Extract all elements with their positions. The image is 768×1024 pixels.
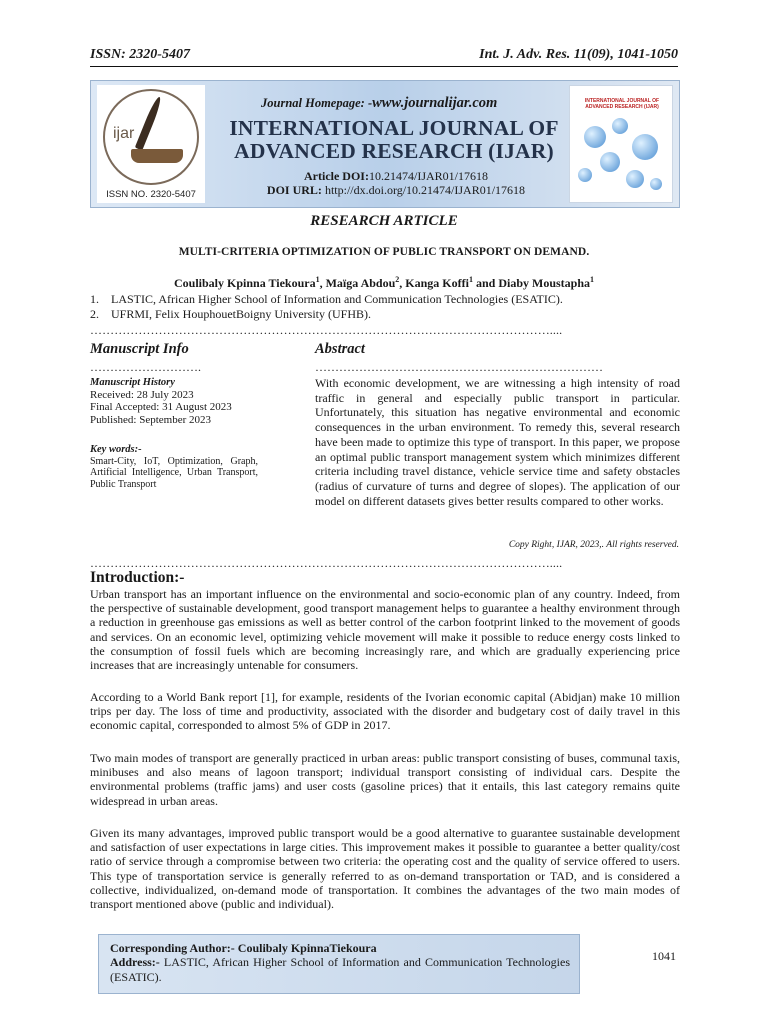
affiliation-number: 2. [90, 307, 99, 321]
manuscript-history [90, 377, 300, 426]
doi-url-label: DOI URL: [266, 183, 322, 197]
dotted-separator: ……………………………………………………………… [315, 360, 603, 374]
homepage-link[interactable]: www.journalijar.com [372, 95, 498, 111]
doi-label: Article DOI: [304, 169, 369, 183]
page-number: 1041 [652, 949, 676, 963]
dotted-separator: …………………………………………………………………………………………………….... [90, 323, 563, 337]
author-name: Coulibaly Kpinna Tiekoura [173, 276, 316, 290]
book-icon [131, 149, 183, 163]
affiliation-text: UFRMI, Felix HouphouetBoigny University (UFHB). [111, 307, 372, 321]
manuscript-info-heading: Manuscript Info [90, 341, 189, 357]
article-type: RESEARCH ARTICLE [310, 213, 458, 229]
body-paragraph: Urban transport has an important influence on the environmental and socio-economic plan of any country. Indeed, from the perspective of sustainable development, good transport management helps to guarantee a healthy environment through a reduction in greenhouse gas emissions as well as better control of the carbon footprint linked to the movement of goods and services. On an economic level, optimizing vehicle movement will make it possible to reduce energy costs linked to the consumption of fossil fuels which are becoming increasingly rare, and which are gradually experiencing price increases that are increasingly untenable for consumers. [90, 587, 680, 673]
running-header [90, 47, 678, 67]
body-paragraph: According to a World Bank report [1], for example, residents of the Ivorian economic capital (Abidjan) make 10 million trips per day. The loss of time and productivity, associated with the disorder and budgetary cost of daily travel in this economic capital, corresponded to almost 5% of GDP in 2017. [90, 690, 680, 733]
author-list [0, 275, 768, 291]
molecule-icon [626, 170, 644, 188]
homepage-label: Journal Homepage: - [261, 96, 373, 110]
published-date: Published: September 2023 [90, 413, 211, 426]
author-name: Maïga Abdou [325, 276, 396, 290]
received-date: Received: 28 July 2023 [90, 389, 194, 402]
keywords-label: Key words:- [90, 444, 142, 455]
author-affiliation-mark: 1 [590, 275, 594, 284]
body-paragraph: Given its many advantages, improved public transport would be a good alternative to guarantee sustainable development and satisfaction of user expectations in large cities. This improvement makes it possible to guarantee a better quality/cost ratio of service through a compromise between two criteria: the operating cost and the quality of service offered to users. This type of transportation service is generally referred to as on-demand transportation or TAD, and is considered a collective, individualized, on-demand mode of transportation. It combines the advantages of the two main modes of transport mentioned above (public and individual). [90, 826, 680, 912]
doi-block [231, 169, 561, 197]
affiliation-item [90, 307, 371, 322]
dotted-separator: ………………………. [90, 360, 201, 374]
molecule-icon [578, 168, 592, 182]
dotted-separator: …………………………………………………………………………………………………….... [90, 556, 563, 570]
paper-title: MULTI-CRITERIA OPTIMIZATION OF PUBLIC TRANSPORT ON DEMAND. [178, 246, 590, 258]
doi-value: 10.21474/IJAR01/17618 [368, 169, 488, 183]
corresponding-author-box [98, 934, 580, 994]
logo-text: ijar [113, 125, 135, 142]
history-label: Manuscript History [90, 377, 175, 388]
logo-issn: ISSN NO. 2320-5407 [106, 189, 196, 200]
author-affiliation-mark: 2 [395, 275, 400, 284]
author-name: Diaby Moustapha [498, 276, 590, 290]
author-separator: , [319, 276, 326, 290]
copyright-notice: Copy Right, IJAR, 2023,. All rights reserved. [508, 540, 679, 550]
journal-title-line2: ADVANCED RESEARCH (IJAR) [234, 139, 554, 163]
molecule-icon [584, 126, 606, 148]
abstract-heading: Abstract [315, 341, 365, 357]
molecule-icon [612, 118, 628, 134]
citation-label: Int. J. Adv. Res. 11(09), 1041-1050 [479, 47, 678, 62]
affiliation-text: LASTIC, African Higher School of Information and Communication Technologies (ESATIC). [111, 292, 563, 306]
journal-banner [90, 80, 680, 208]
address-label: Address:- [110, 955, 160, 970]
journal-cover-image [569, 85, 673, 203]
address-text: LASTIC, African Higher School of Information and Communication Technologies (ESATIC). [110, 955, 570, 984]
author-affiliation-mark: 1 [468, 275, 473, 284]
affiliation-item [90, 292, 563, 307]
journal-logo [97, 85, 205, 203]
keywords-block [90, 444, 258, 491]
author-affiliation-mark: 1 [315, 275, 320, 284]
corresponding-author-label: Corresponding Author:- [110, 941, 238, 955]
issn-label: ISSN: 2320-5407 [90, 47, 190, 62]
abstract-text: With economic development, we are witnessing a high intensity of road traffic in general and especially public transport in particular. Unfortunately, this situation has negative environmental and economic consequences in the urban environment. To remedy this, several research have been made to optimize this type of transport. In this paper, we propose an optimal public transport management system which minimizes different criteria including travel distance, vehicle service time and safety obstacles (radius of curvature of turns and degree of slopes). The application of our model on different datasets gives better results compared to other works. [315, 376, 680, 508]
molecule-icon [632, 134, 658, 160]
journal-homepage [261, 95, 497, 112]
introduction-heading: Introduction:- [90, 569, 185, 586]
cover-title: INTERNATIONAL JOURNAL OF ADVANCED RESEARCH (IJAR) [584, 98, 660, 110]
author-separator: , [399, 276, 406, 290]
doi-url-link[interactable]: http://dx.doi.org/10.21474/IJAR01/17618 [321, 183, 526, 197]
corresponding-author-name: Coulibaly KpinnaTiekoura [237, 941, 377, 955]
author-name: Kanga Koffi [405, 276, 469, 290]
keywords-text: Smart-City, IoT, Optimization, Graph, Artificial Intelligence, Urban Transport, Public Transport [90, 455, 258, 491]
affiliation-number: 1. [90, 292, 99, 306]
molecule-icon [650, 178, 662, 190]
molecule-icon [600, 152, 620, 172]
journal-title-line1: INTERNATIONAL JOURNAL OF [229, 116, 559, 140]
accepted-date: Final Accepted: 31 August 2023 [90, 401, 232, 414]
author-separator: and [472, 276, 499, 290]
body-paragraph: Two main modes of transport are generally practiced in urban areas: public transport consisting of buses, communal taxis, minibuses and also means of lagoon transport; individual transport consisting of individual cars. Despite the environmental problems (traffic jams) and user costs (gasoline prices) that it entails, this last category remains quite widespread in urban areas. [90, 751, 680, 808]
journal-title [218, 117, 570, 163]
